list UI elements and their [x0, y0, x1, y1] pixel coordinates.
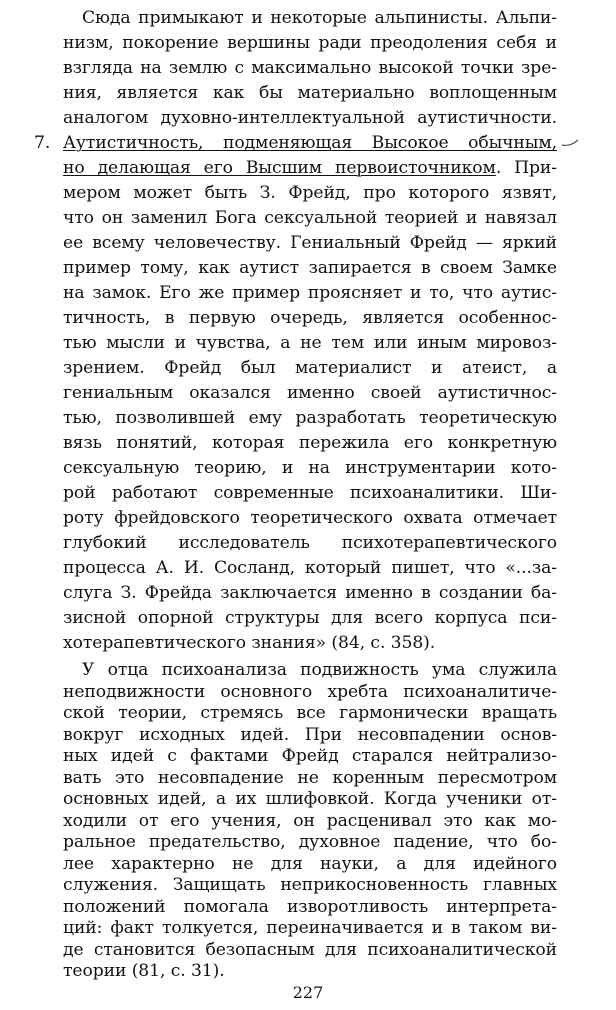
text-line: что он заменил Бога сексуальной теорией и навязал [63, 208, 557, 228]
text-line: рой работают современные психоаналитики. Ши- [63, 483, 557, 503]
text-line: процесса А. И. Сосланд, который пишет, что «...за- [63, 558, 557, 578]
text-line: ской теории, стремясь все гармонически вращать [63, 703, 557, 723]
text-line: аналогом духовно-интеллектуальной аутистичности. [63, 108, 557, 128]
text-line: У отца психоанализа подвижность ума служила [82, 660, 557, 680]
text-line: тичность, в первую очередь, является особеннос- [63, 308, 557, 328]
text-line: де становится безопасным для психоаналитической [63, 939, 557, 960]
text-line: тью мысли и чувства, а не тем или иным мировоз- [63, 333, 557, 353]
text-line: глубокий исследователь психотерапевтического [63, 533, 557, 553]
text-line: пример тому, как аутист запирается в своем Замке [63, 258, 557, 278]
text-line: роту фрейдовского теоретического охвата отмечает [63, 508, 557, 528]
text-line: зисной опорной структуры для всего корпуса пси- [63, 608, 557, 628]
text-line: взгляда на землю с максимально высокой точки зре- [63, 58, 557, 78]
text-line: вокруг исходных идей. При несовпадении основ- [63, 724, 557, 745]
underlined-text: но делающая его Высшим первоисточником [63, 158, 496, 178]
text-line: ций: факт толкуется, переиначивается и в таком ви- [63, 918, 557, 938]
text-line: вязь понятий, которая пережила его конкретную [63, 433, 557, 453]
pencil-mark-icon [560, 134, 580, 148]
text-line: мером может быть З. Фрейд, про которого язвят, [63, 183, 557, 203]
text-line [63, 156, 557, 181]
list-item-number: 7. [34, 133, 51, 153]
text-line: сексуальную теорию, и на инструментарии кото- [63, 458, 557, 478]
text-line: ральное предательство, духовное падение, что бо- [63, 832, 557, 852]
text-line: низм, покорение вершины ради преодоления себя и [63, 33, 557, 53]
text-line: положений помогала изворотливость интерпрета- [63, 896, 557, 917]
line-rest: . При- [495, 158, 557, 178]
text-line: хотерапевтического знания» (84, с. 358). [63, 633, 436, 653]
text-line: на замок. Его же пример проясняет и то, что аутис- [63, 283, 557, 303]
page-number: 227 [292, 983, 324, 1002]
underlined-text: Аутистичность, подменяющая Высокое обычным, [63, 133, 557, 153]
text-line: служения. Защищать неприкосновенность главных [63, 875, 557, 895]
text-line [63, 131, 557, 156]
text-line: гениальным оказался именно своей аутистичнос- [63, 383, 557, 403]
text-line: неподвижности основного хребта психоаналитиче- [63, 681, 557, 702]
text-line: ния, является как бы материально воплощенным [63, 83, 557, 103]
text-line: ходили от его учения, он расценивал это как мо- [63, 810, 557, 831]
text-line: вать это несовпадение не коренным пересмотром [63, 767, 557, 788]
text-line: слуга З. Фрейда заключается именно в создании ба- [63, 583, 557, 603]
text-line: теории (81, с. 31). [63, 961, 225, 981]
text-line: ее всему человечеству. Гениальный Фрейд — яркий [63, 233, 557, 253]
text-line: лее характерно не для науки, а для идейного [63, 853, 557, 874]
text-line: основных идей, а их шлифовкой. Когда ученики от- [63, 789, 557, 809]
text-line: тью, позволившей ему разработать теоретическую [63, 408, 557, 428]
text-line: ных идей с фактами Фрейд старался нейтрализо- [63, 746, 557, 766]
text-line: зрением. Фрейд был материалист и атеист, а [63, 358, 557, 378]
text-line: Сюда примыкают и некоторые альпинисты. Альпи- [82, 8, 557, 28]
